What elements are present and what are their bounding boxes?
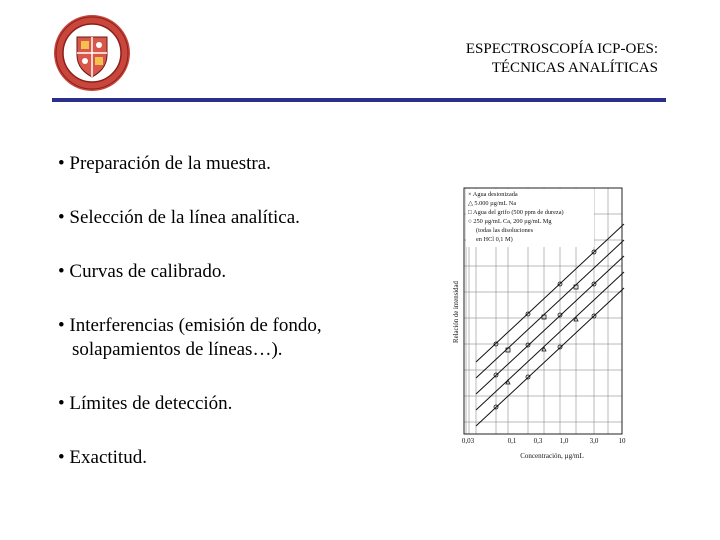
- list-item: • Preparación de la muestra.: [58, 153, 271, 174]
- legend-entry: × Agua desionizada: [468, 191, 518, 198]
- legend-entry: △ 5.000 µg/mL Na: [468, 200, 517, 207]
- x-tick-label: 0,03: [461, 437, 475, 445]
- title-line-1: ESPECTROSCOPÍA ICP-OES:: [465, 41, 658, 57]
- header-divider: [52, 98, 666, 102]
- x-tick-label: 0,3: [533, 437, 543, 445]
- topic-list: [58, 152, 322, 470]
- list-item: • Límites de detección.: [58, 393, 233, 414]
- x-tick-label: 3,0: [589, 437, 599, 445]
- y-axis-label: Relación de intensidad: [453, 281, 460, 343]
- legend-entry: (todas las disoluciones: [476, 227, 534, 234]
- x-tick-label: 0,1: [507, 437, 517, 445]
- list-item: • Exactitud.: [58, 447, 147, 468]
- x-axis-label: Concentración, µg/mL: [520, 452, 584, 460]
- x-tick-label: 10: [618, 437, 626, 445]
- legend-entry: en HCl 0,1 M): [476, 236, 513, 243]
- page-title: [466, 40, 658, 78]
- legend-entry: □ Agua del grifo (500 ppm de dureza): [468, 209, 564, 216]
- title-line-2: TÉCNICAS ANALÍTICAS: [491, 60, 658, 76]
- list-item: • Curvas de calibrado.: [58, 261, 227, 282]
- university-seal-logo: [52, 13, 132, 93]
- legend-entry: ○ 250 µg/mL Ca, 200 µg/mL Mg: [468, 218, 552, 225]
- list-item: • Interferencias (emisión de fondo, solapamientos de líneas…).: [58, 315, 322, 360]
- x-tick-label: 1,0: [559, 437, 569, 445]
- list-item: • Selección de la línea analítica.: [58, 207, 300, 228]
- calibration-curves-figure: [452, 184, 638, 466]
